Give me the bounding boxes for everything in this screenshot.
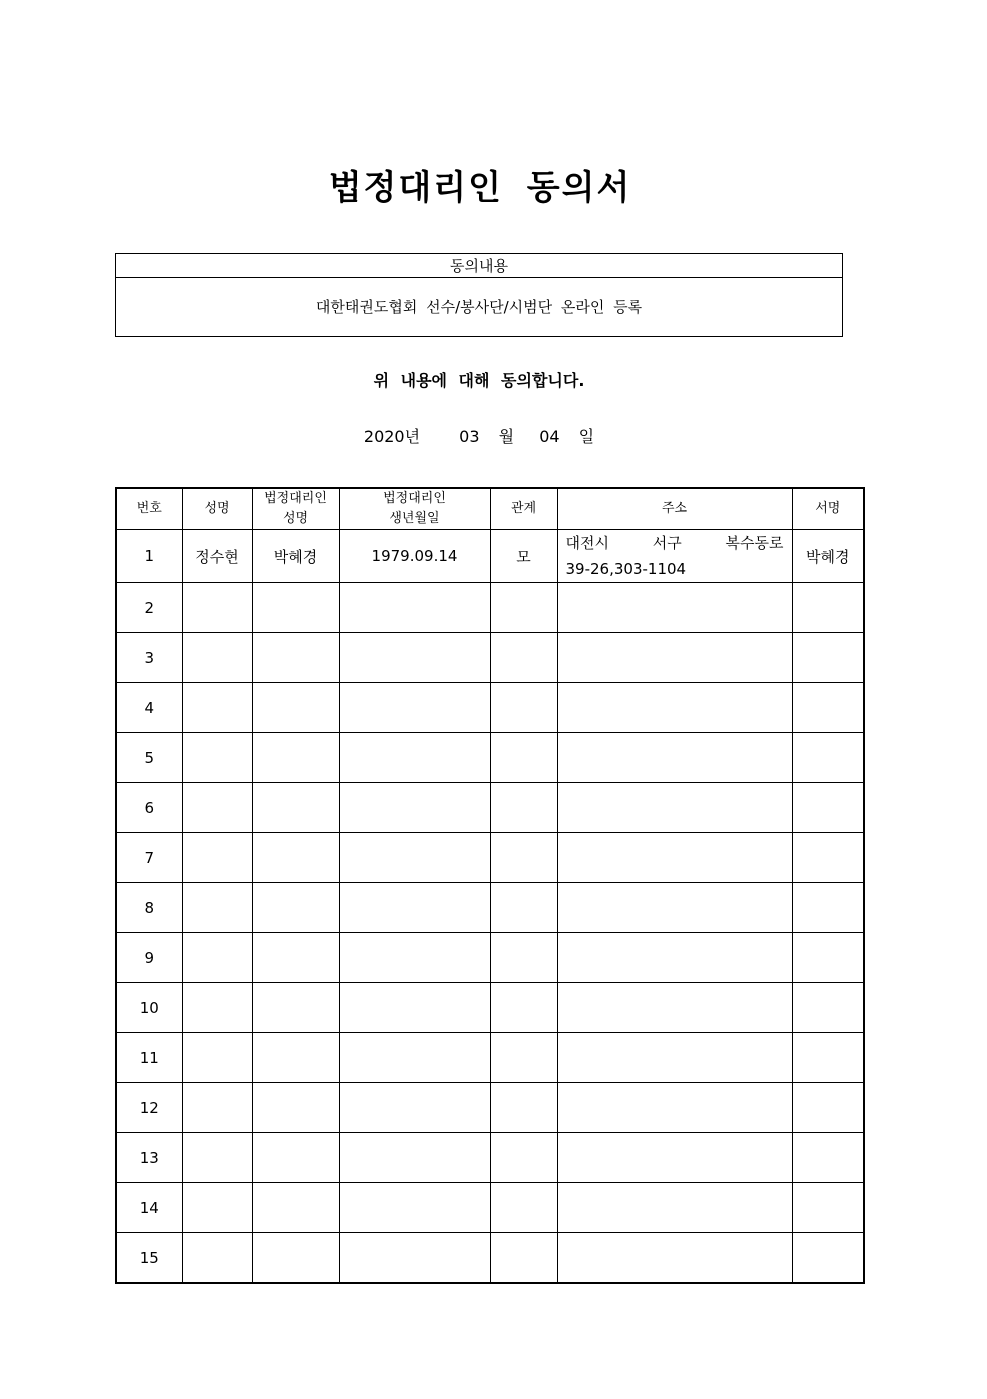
cell-address	[557, 1233, 792, 1284]
cell-guardian-name	[252, 933, 339, 983]
cell-relation	[490, 883, 557, 933]
cell-number: 1	[116, 530, 182, 583]
table-row	[116, 583, 864, 633]
table-row	[116, 683, 864, 733]
cell-guardian-birth	[339, 1133, 490, 1183]
cell-relation	[490, 1033, 557, 1083]
table-row	[116, 1233, 864, 1284]
cell-number: 5	[116, 733, 182, 783]
table-row	[116, 983, 864, 1033]
cell-number: 11	[116, 1033, 182, 1083]
header-guardian-birth	[339, 488, 490, 530]
cell-relation	[490, 933, 557, 983]
header-number: 번호	[116, 488, 182, 530]
cell-signature	[792, 1133, 864, 1183]
cell-address	[557, 633, 792, 683]
cell-address	[557, 933, 792, 983]
cell-name	[182, 783, 252, 833]
table-header-row	[116, 488, 864, 530]
table-row	[116, 783, 864, 833]
date-day-label: 일	[578, 427, 595, 446]
cell-guardian-birth	[339, 733, 490, 783]
header-signature: 서명	[792, 488, 864, 530]
cell-number: 13	[116, 1133, 182, 1183]
cell-guardian-birth	[339, 833, 490, 883]
date-line	[0, 424, 958, 447]
cell-signature	[792, 1083, 864, 1133]
cell-address	[557, 683, 792, 733]
cell-relation	[490, 783, 557, 833]
cell-name	[182, 1233, 252, 1284]
cell-signature	[792, 933, 864, 983]
cell-guardian-name	[252, 1083, 339, 1133]
cell-guardian-name	[252, 683, 339, 733]
cell-name	[182, 883, 252, 933]
cell-name	[182, 833, 252, 883]
consent-header: 동의내용	[116, 254, 842, 278]
cell-guardian-name	[252, 1133, 339, 1183]
cell-number: 8	[116, 883, 182, 933]
cell-number: 3	[116, 633, 182, 683]
cell-name	[182, 683, 252, 733]
address-line1	[566, 530, 784, 556]
cell-guardian-birth	[339, 1033, 490, 1083]
cell-relation	[490, 583, 557, 633]
header-guardian-name-line2: 성명	[282, 511, 309, 526]
cell-name	[182, 733, 252, 783]
cell-address	[557, 1183, 792, 1233]
cell-guardian-name	[252, 1233, 339, 1284]
header-guardian-name	[252, 488, 339, 530]
cell-guardian-name	[252, 633, 339, 683]
table-row	[116, 883, 864, 933]
address-street: 복수동로	[725, 534, 784, 552]
consent-box	[115, 253, 843, 337]
cell-relation	[490, 833, 557, 883]
cell-relation	[490, 633, 557, 683]
cell-address	[557, 583, 792, 633]
cell-guardian-birth	[339, 683, 490, 733]
cell-guardian-name	[252, 1033, 339, 1083]
header-guardian-name-line1: 법정대리인	[264, 491, 327, 506]
cell-relation	[490, 733, 557, 783]
cell-guardian-name	[252, 983, 339, 1033]
consent-body: 대한태권도협회 선수/봉사단/시범단 온라인 등록	[315, 298, 643, 316]
table-row	[116, 1083, 864, 1133]
cell-guardian-name: 박혜경	[252, 530, 339, 583]
cell-guardian-birth: 1979.09.14	[339, 530, 490, 583]
cell-relation	[490, 1183, 557, 1233]
cell-address	[557, 833, 792, 883]
cell-address	[557, 883, 792, 933]
cell-address	[557, 530, 792, 583]
cell-guardian-birth	[339, 783, 490, 833]
date-month-value: 03	[459, 427, 480, 446]
cell-relation: 모	[490, 530, 557, 583]
cell-address	[557, 983, 792, 1033]
cell-name: 정수현	[182, 530, 252, 583]
cell-signature	[792, 1183, 864, 1233]
cell-guardian-name	[252, 583, 339, 633]
date-year: 2020년	[363, 427, 421, 446]
cell-signature	[792, 733, 864, 783]
cell-name	[182, 1133, 252, 1183]
cell-signature	[792, 1233, 864, 1284]
cell-signature	[792, 833, 864, 883]
cell-name	[182, 1183, 252, 1233]
table-row	[116, 933, 864, 983]
cell-guardian-birth	[339, 1233, 490, 1284]
cell-name	[182, 583, 252, 633]
header-guardian-birth-line1: 법정대리인	[383, 491, 446, 506]
table-row	[116, 733, 864, 783]
cell-guardian-birth	[339, 1083, 490, 1133]
cell-guardian-name	[252, 1183, 339, 1233]
cell-number: 4	[116, 683, 182, 733]
cell-signature	[792, 983, 864, 1033]
agreement-text: 위 내용에 대해 동의합니다.	[373, 371, 585, 390]
cell-signature: 박혜경	[792, 530, 864, 583]
cell-number: 15	[116, 1233, 182, 1284]
cell-signature	[792, 683, 864, 733]
cell-number: 7	[116, 833, 182, 883]
cell-number: 2	[116, 583, 182, 633]
cell-number: 6	[116, 783, 182, 833]
header-guardian-birth-line2: 생년월일	[389, 511, 440, 526]
cell-relation	[490, 683, 557, 733]
cell-number: 10	[116, 983, 182, 1033]
cell-signature	[792, 1033, 864, 1083]
cell-guardian-birth	[339, 583, 490, 633]
cell-relation	[490, 983, 557, 1033]
header-name: 성명	[182, 488, 252, 530]
address-district: 서구	[652, 534, 682, 552]
table-row	[116, 530, 864, 583]
address-city: 대전시	[565, 534, 609, 552]
table-row	[116, 1183, 864, 1233]
cell-guardian-name	[252, 733, 339, 783]
table-row	[116, 633, 864, 683]
table-row	[116, 1133, 864, 1183]
cell-address	[557, 783, 792, 833]
cell-signature	[792, 783, 864, 833]
date-day-value: 04	[539, 427, 560, 446]
document-title: 법정대리인 동의서	[328, 168, 632, 208]
cell-guardian-birth	[339, 933, 490, 983]
cell-signature	[792, 583, 864, 633]
header-address: 주소	[557, 488, 792, 530]
cell-address	[557, 1083, 792, 1133]
cell-address	[557, 1033, 792, 1083]
cell-guardian-name	[252, 833, 339, 883]
cell-relation	[490, 1083, 557, 1133]
cell-name	[182, 933, 252, 983]
cell-number: 12	[116, 1083, 182, 1133]
header-relation: 관계	[490, 488, 557, 530]
cell-number: 14	[116, 1183, 182, 1233]
cell-guardian-birth	[339, 983, 490, 1033]
cell-name	[182, 1083, 252, 1133]
cell-address	[557, 1133, 792, 1183]
cell-guardian-birth	[339, 883, 490, 933]
cell-signature	[792, 883, 864, 933]
cell-relation	[490, 1133, 557, 1183]
table-row	[116, 1033, 864, 1083]
cell-guardian-name	[252, 783, 339, 833]
date-month-label: 월	[498, 427, 515, 446]
cell-relation	[490, 1233, 557, 1284]
cell-name	[182, 633, 252, 683]
roster-table	[115, 487, 865, 1284]
address-line2: 39-26,303-1104	[565, 560, 687, 578]
cell-signature	[792, 633, 864, 683]
cell-number: 9	[116, 933, 182, 983]
cell-guardian-birth	[339, 633, 490, 683]
table-row	[116, 833, 864, 883]
cell-name	[182, 983, 252, 1033]
cell-guardian-name	[252, 883, 339, 933]
cell-guardian-birth	[339, 1183, 490, 1233]
cell-name	[182, 1033, 252, 1083]
cell-address	[557, 733, 792, 783]
